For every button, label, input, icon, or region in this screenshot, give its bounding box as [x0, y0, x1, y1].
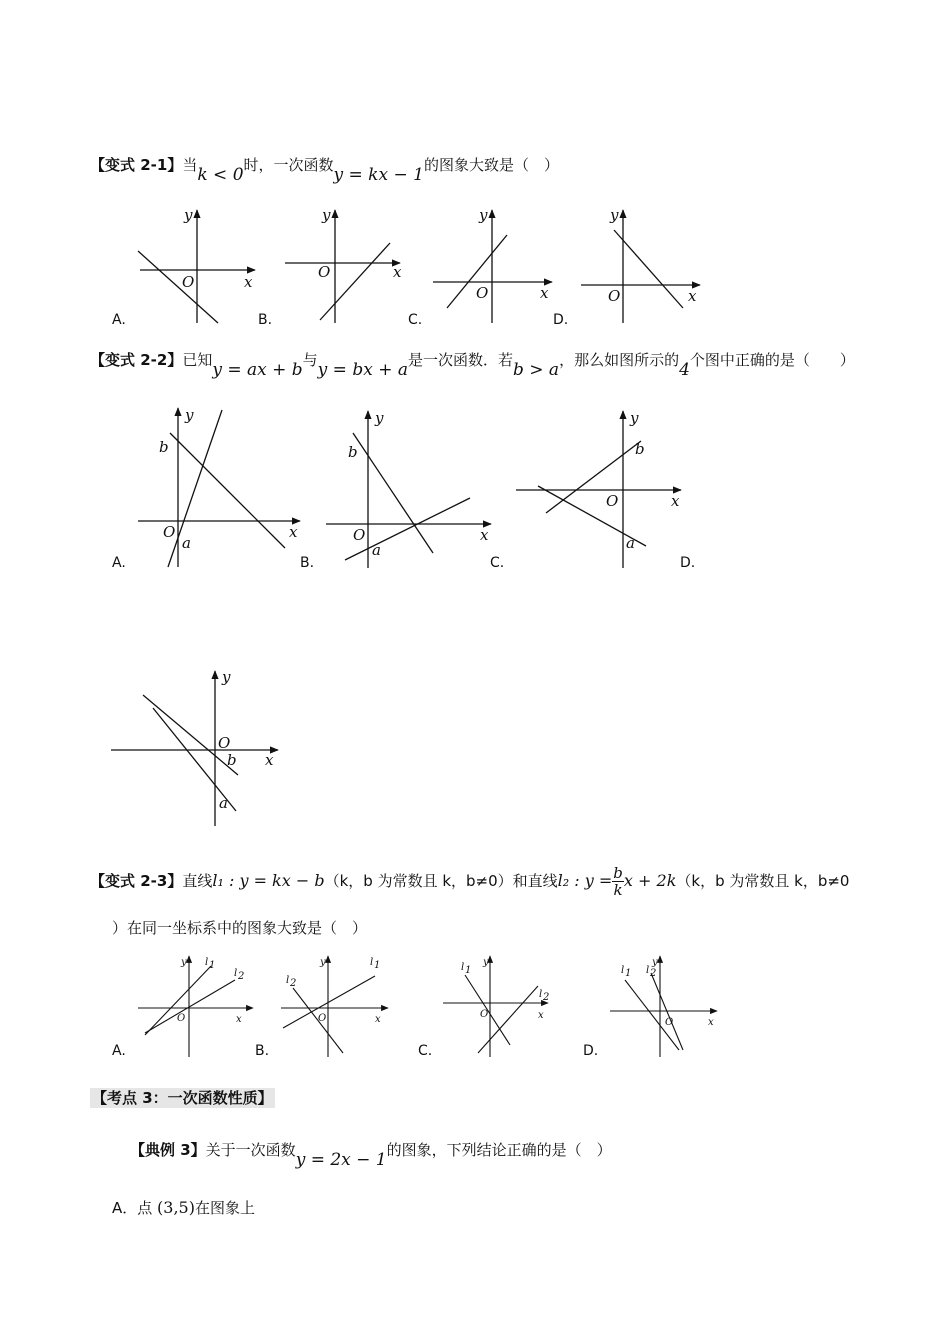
svg-text:y: y — [320, 957, 326, 968]
svg-text:1: 1 — [625, 968, 632, 979]
v22-graph-c — [513, 408, 688, 573]
kd3-label: 【考点 3：一次函数性质】 — [92, 1089, 273, 1107]
svg-text:O: O — [218, 734, 231, 752]
svg-text:1: 1 — [465, 965, 472, 976]
svg-text:O: O — [163, 523, 176, 541]
v21-option-a[interactable]: A. — [112, 312, 126, 328]
v22-graph-a — [135, 405, 305, 570]
svg-text:2: 2 — [650, 968, 657, 979]
svg-text:l: l — [646, 965, 650, 976]
v21-graph-d — [578, 205, 708, 325]
v21-question: 【变式 2-1】当k < 0时，一次函数y = kx − 1的图象大致是（ ） — [90, 156, 559, 185]
svg-text:y: y — [630, 409, 639, 427]
svg-text:x: x — [236, 1014, 242, 1025]
svg-text:x: x — [375, 1014, 381, 1025]
svg-text:1: 1 — [209, 960, 216, 971]
svg-text:O: O — [476, 284, 489, 302]
v23-graph-d — [607, 953, 727, 1058]
svg-text:l: l — [234, 968, 238, 979]
v22-option-a[interactable]: A. — [112, 555, 126, 571]
svg-text:y: y — [479, 206, 488, 224]
svg-text:x: x — [708, 1017, 714, 1028]
svg-text:l: l — [370, 957, 374, 968]
svg-text:x: x — [289, 523, 298, 541]
v22-option-c[interactable]: C. — [490, 555, 505, 571]
v22-graph-d — [108, 668, 283, 828]
dl3-question: 【典例 3】关于一次函数y = 2x − 1的图象，下列结论正确的是（ ） — [130, 1141, 612, 1170]
v21-option-d[interactable]: D. — [553, 312, 569, 328]
svg-text:l: l — [539, 989, 543, 1000]
svg-text:O: O — [606, 492, 619, 510]
svg-text:a: a — [182, 534, 191, 552]
svg-text:O: O — [665, 1017, 674, 1028]
v23-graph-b — [278, 953, 398, 1058]
svg-text:a: a — [626, 534, 635, 552]
svg-text:1: 1 — [374, 960, 381, 971]
svg-text:y: y — [222, 668, 231, 686]
svg-text:b: b — [227, 751, 237, 769]
svg-text:y: y — [181, 957, 187, 968]
svg-text:b: b — [159, 438, 169, 456]
v21-graph-c — [430, 205, 560, 325]
v22-label: 【变式 2-2】 — [90, 351, 183, 369]
v23-label: 【变式 2-3】 — [90, 872, 183, 890]
v23-option-b[interactable]: B. — [255, 1043, 270, 1059]
v23-graph-c — [440, 953, 560, 1058]
v22-graph-b — [323, 408, 498, 573]
svg-text:O: O — [177, 1013, 186, 1024]
svg-text:2: 2 — [238, 971, 245, 982]
svg-text:x: x — [265, 751, 274, 769]
v21-option-b[interactable]: B. — [258, 312, 273, 328]
svg-text:y: y — [483, 957, 489, 968]
svg-text:y: y — [652, 957, 658, 968]
v21-label: 【变式 2-1】 — [90, 156, 183, 174]
svg-text:x: x — [671, 492, 680, 510]
v21-graph-b — [280, 205, 410, 325]
axis-y-label: y — [184, 206, 193, 224]
svg-text:y: y — [610, 206, 619, 224]
v21-option-c[interactable]: C. — [408, 312, 423, 328]
svg-text:l: l — [286, 975, 290, 986]
svg-text:a: a — [372, 541, 381, 559]
svg-text:y: y — [375, 409, 384, 427]
v23-option-d[interactable]: D. — [583, 1043, 599, 1059]
dl3-label: 【典例 3】 — [130, 1141, 206, 1159]
svg-text:O: O — [318, 1013, 327, 1024]
fraction-b-over-k: $\frac{b}{k}$ — [613, 864, 623, 899]
svg-text:O: O — [608, 287, 621, 305]
v22-option-b[interactable]: B. — [300, 555, 315, 571]
svg-text:x: x — [538, 1010, 544, 1021]
axis-x-label: x — [244, 273, 253, 291]
v23-question-line2: ）在同一坐标系中的图象大致是（ ） — [112, 919, 368, 937]
v22-question: 【变式 2-2】已知y = ax + b与y = bx + a是一次函数．若b > a，那么如图所示的4个图中正确的是（ ） — [90, 351, 855, 380]
svg-text:a: a — [219, 794, 228, 812]
svg-text:x: x — [393, 263, 402, 281]
svg-text:x: x — [688, 287, 697, 305]
v22-option-d[interactable]: D. — [680, 555, 696, 571]
svg-text:l: l — [461, 962, 465, 973]
svg-text:2: 2 — [543, 992, 550, 1003]
dl3-option-a[interactable]: A．点 (3,5)在图象上 — [112, 1198, 255, 1217]
svg-text:b: b — [348, 443, 358, 461]
svg-text:x: x — [540, 284, 549, 302]
svg-text:O: O — [353, 526, 366, 544]
svg-text:l: l — [205, 957, 209, 968]
svg-text:2: 2 — [290, 978, 297, 989]
svg-text:b: b — [635, 440, 645, 458]
svg-text:O: O — [318, 263, 331, 281]
svg-text:y: y — [322, 206, 331, 224]
svg-text:l: l — [621, 965, 625, 976]
v23-option-c[interactable]: C. — [418, 1043, 433, 1059]
v23-option-a[interactable]: A. — [112, 1043, 126, 1059]
svg-text:x: x — [480, 526, 489, 544]
origin-label: O — [182, 273, 195, 291]
v23-graph-a — [135, 953, 255, 1058]
kd3-heading — [90, 1088, 275, 1108]
v23-question: 【变式 2-3】直线l₁ : y = kx − b（k，b 为常数且 k，b≠0）和直线l₂ : y = $\frac{b}{k}$ x + 2k（k，b 为常数且 k，b≠0 — [90, 864, 850, 899]
v21-graph-a — [130, 205, 260, 325]
svg-text:O: O — [480, 1009, 489, 1020]
svg-text:y: y — [185, 406, 194, 424]
